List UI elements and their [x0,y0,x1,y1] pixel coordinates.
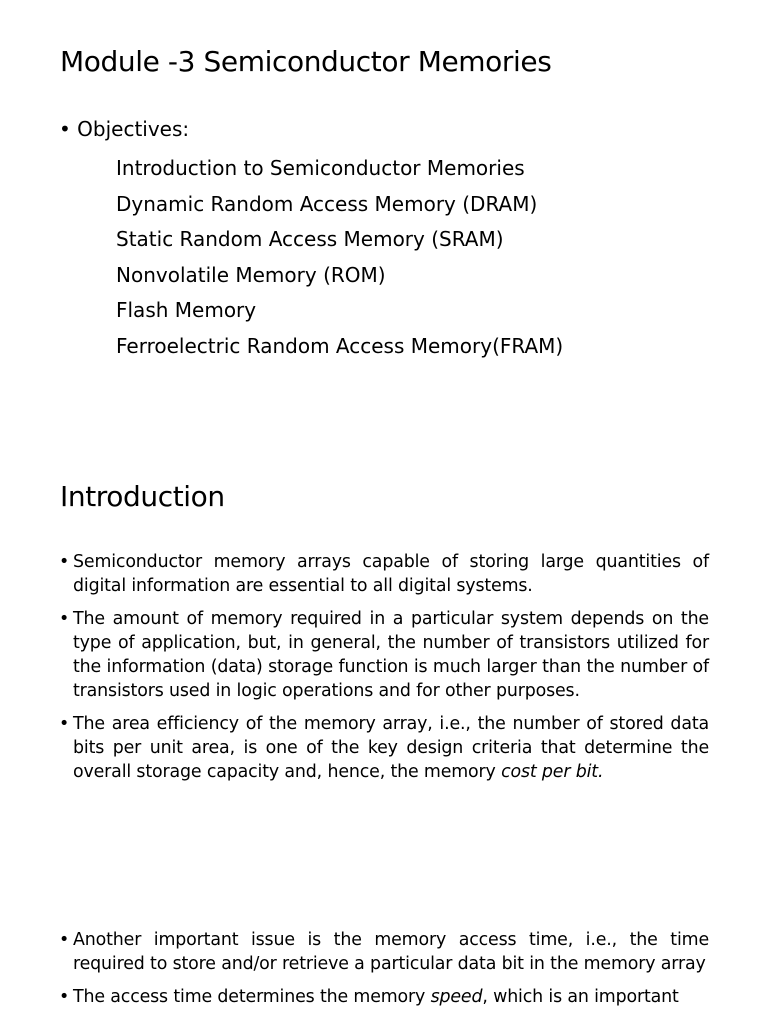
bullet-item [59,607,709,704]
slide-title: Module -3 Semiconductor Memories [60,45,552,78]
objectives-label [59,117,189,141]
bullet-list [59,928,709,1017]
objective-item: Introduction to Semiconductor Memories [116,156,525,180]
bullet-list [59,550,709,793]
bullet-item [59,712,709,785]
objective-item: Static Random Access Memory (SRAM) [116,227,504,252]
bullet-text: Another important issue is the memory access time, i.e., the time required to store and/or retrieve a particular data bit in the memory array [73,930,709,975]
objective-item: Ferroelectric Random Access Memory(FRAM) [116,333,564,358]
bullet-emphasis: speed [430,986,483,1007]
slide-introduction [0,420,768,850]
bullet-item [59,550,709,599]
objective-item: Dynamic Random Access Memory (DRAM) [116,191,538,216]
bullet-glyph: • [59,930,70,950]
slide-title: Introduction [60,480,225,513]
bullet-glyph: • [59,713,70,734]
bullet-glyph: • [59,608,70,629]
bullet-text: Semiconductor memory arrays capable of storing large quantities of digital information are essential to all digital systems. [73,552,709,597]
bullet-text: The amount of memory required in a particular system depends on the type of application, but, in general, the number of transistors utilized for the information (data) storage function is much larger than the number of transistors used in logic operations and for other purposes. [73,608,709,702]
objective-item: Nonvolatile Memory (ROM) [116,262,386,287]
bullet-item [59,985,709,1009]
slide-access-time [0,850,768,1024]
objectives-label-text: Objectives: [77,117,190,141]
bullet-text: The area efficiency of the memory array, i.e., the number of stored data bits per unit area, is one of the key design criteria that determine the overall storage capacity and, hence, the memory [73,713,709,783]
bullet-item [59,928,709,977]
bullet-text-after: , which is an important [482,986,679,1007]
bullet-glyph: • [59,552,70,572]
bullet-text: The access time determines the memory [73,986,431,1007]
objective-item: Flash Memory [116,298,257,323]
bullet-emphasis: cost per bit. [501,762,604,783]
objectives-list [116,151,563,365]
bullet-glyph: • [59,986,70,1007]
bullet-glyph: • [59,117,71,141]
slide-module-3 [0,0,768,420]
